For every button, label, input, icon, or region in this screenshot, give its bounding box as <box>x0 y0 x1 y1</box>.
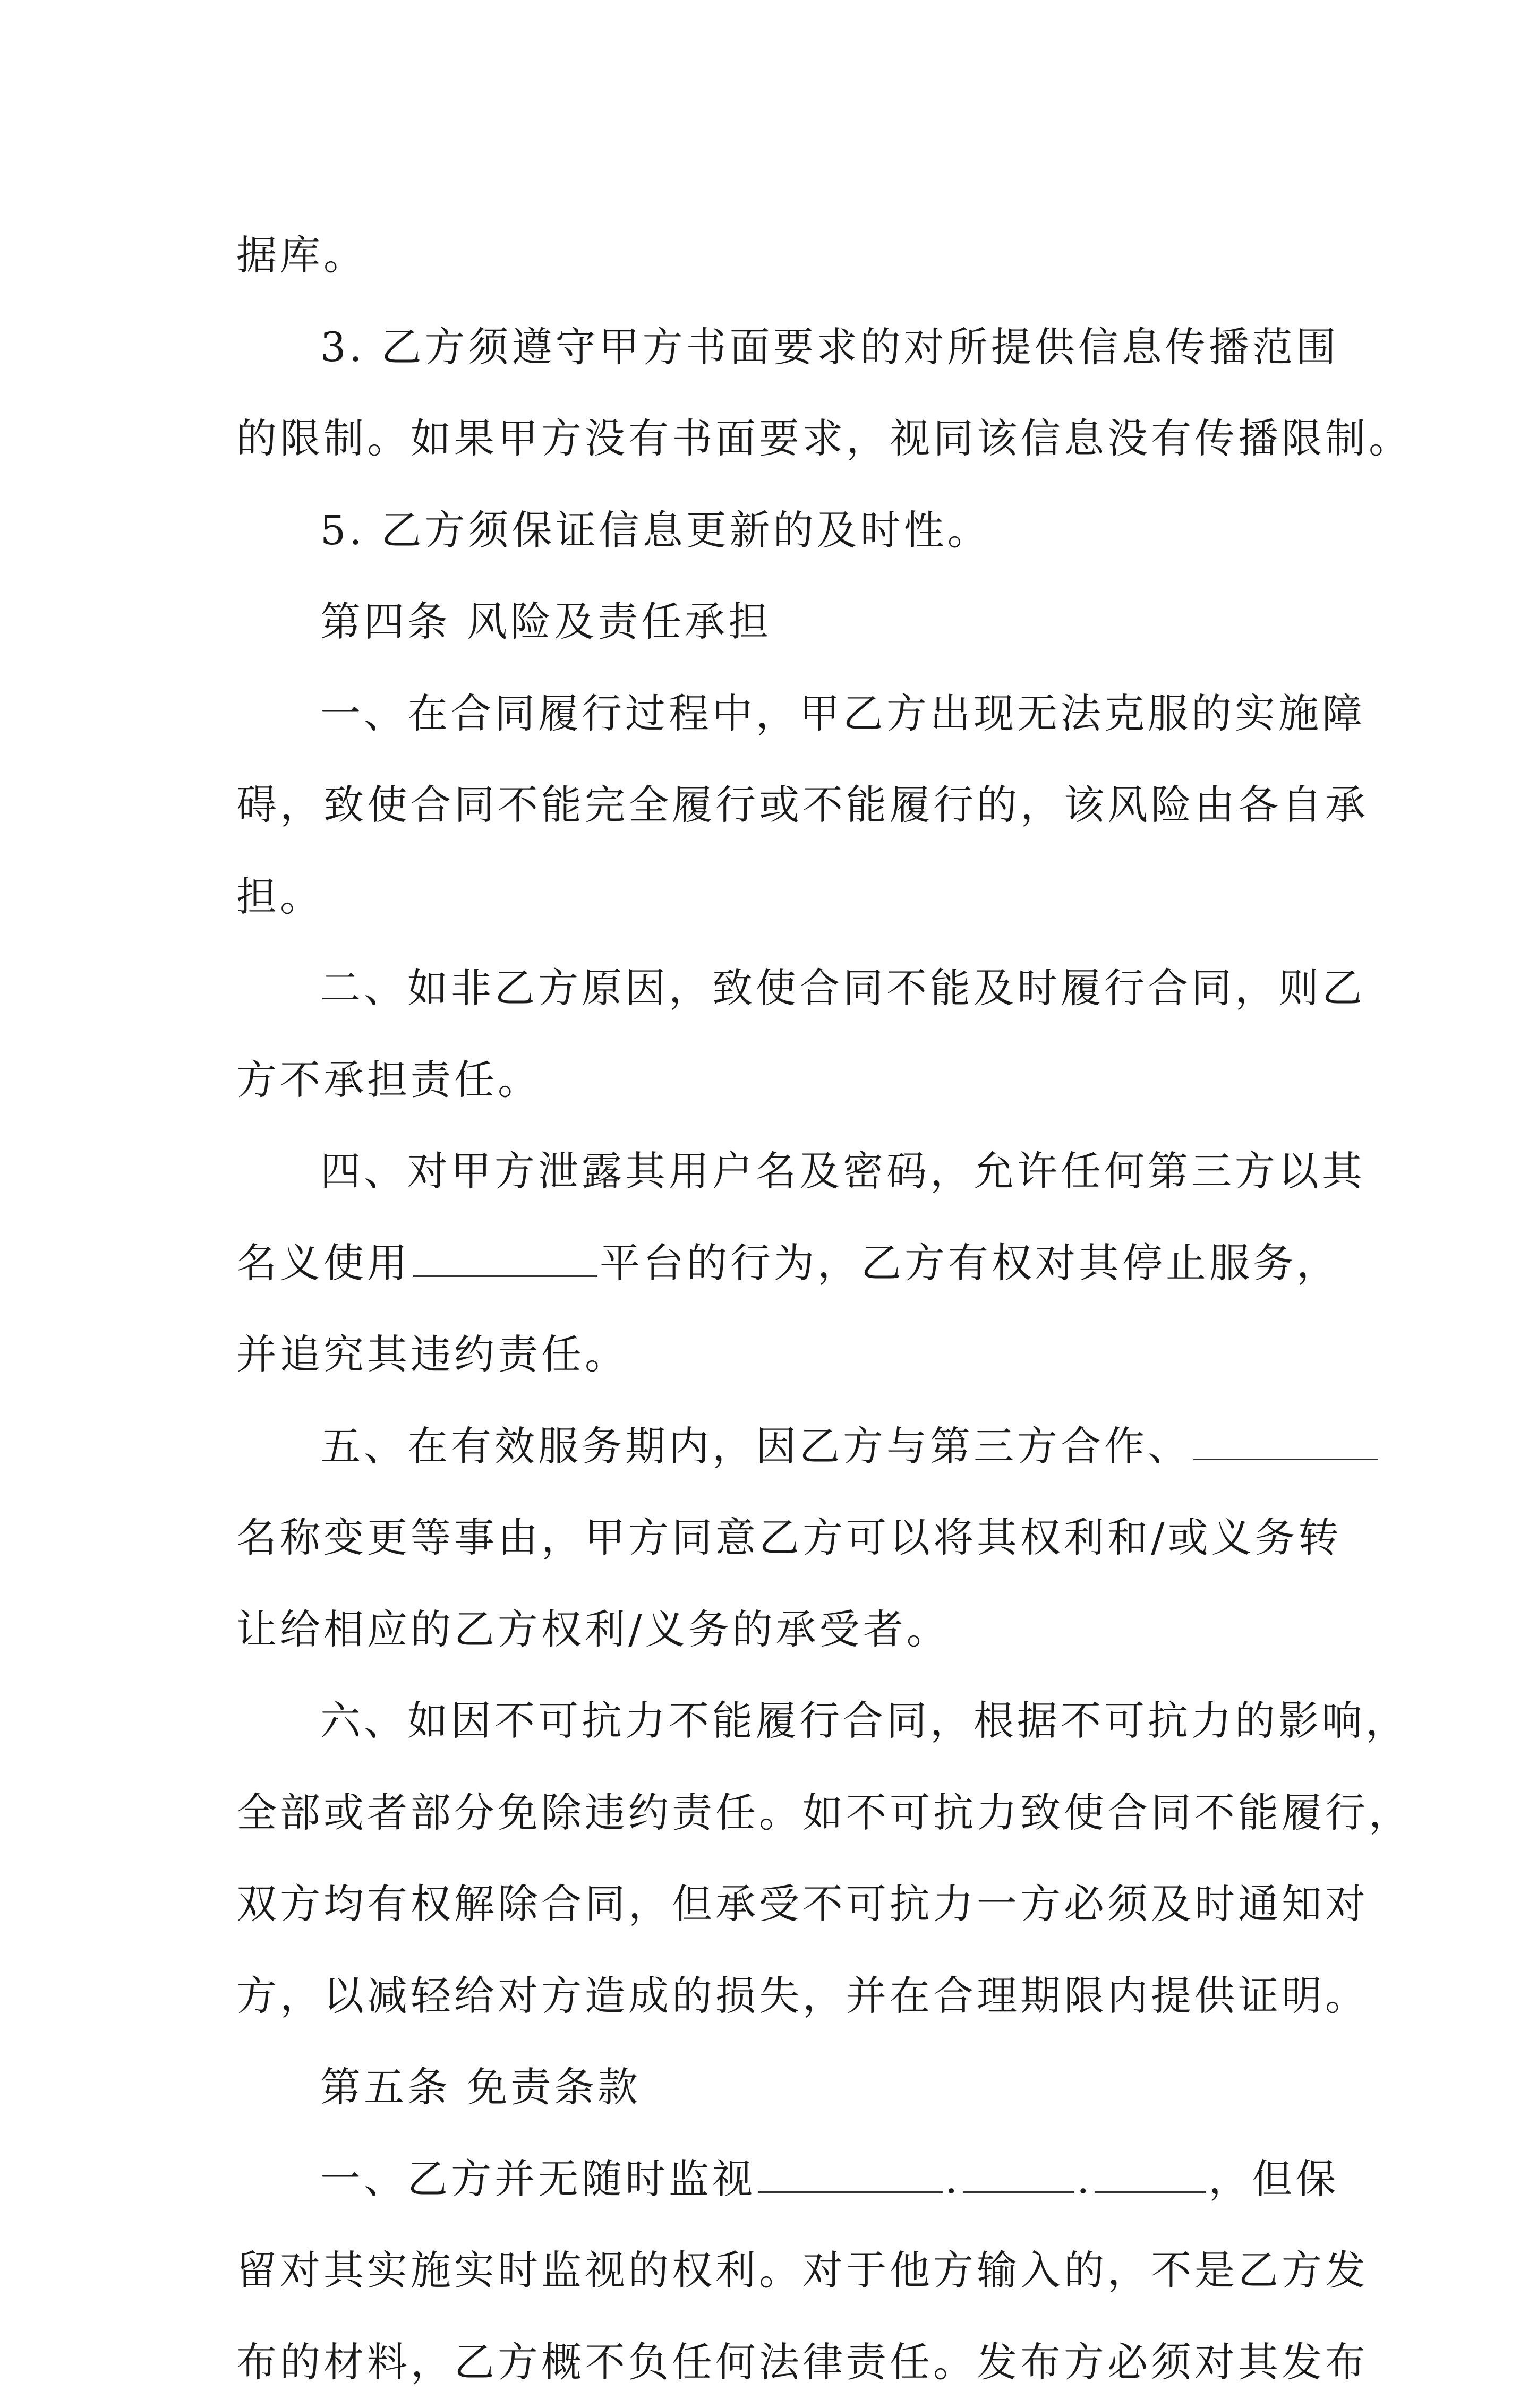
text-segment: . <box>945 2155 961 2203</box>
paragraph-line: 担。 <box>236 851 1314 943</box>
clause-3-line: 3. 乙方须遵守甲方书面要求的对所提供信息传播范围 <box>236 302 1314 393</box>
paragraph-line: 一、在合同履行过程中，甲乙方出现无法克服的实施障 <box>236 668 1314 760</box>
paragraph-line: 名称变更等事由，甲方同意乙方可以将其权利和/或义务转 <box>236 1492 1314 1584</box>
text-segment: 平台的行为，乙方有权对其停止服务， <box>600 1239 1340 1287</box>
paragraph-line: 全部或者部分免除违约责任。如不可抗力致使合同不能履行， <box>236 1767 1314 1859</box>
paragraph-line: 四、对甲方泄露其用户名及密码，允许任何第三方以其 <box>236 1126 1314 1218</box>
paragraph-line: 据库。 <box>236 210 1314 302</box>
paragraph-line: 让给相应的乙方权利/义务的承受者。 <box>236 1584 1314 1676</box>
paragraph-line: 二、如非乙方原因，致使合同不能及时履行合同，则乙 <box>236 942 1314 1034</box>
paragraph-line: 六、如因不可抗力不能履行合同，根据不可抗力的影响， <box>236 1675 1314 1767</box>
clause-5-line: 5. 乙方须保证信息更新的及时性。 <box>236 485 1314 577</box>
paragraph-line: 双方均有权解除合同，但承受不可抗力一方必须及时通知对 <box>236 1858 1314 1950</box>
text-segment: 名义使用 <box>236 1239 411 1287</box>
paragraph-line <box>236 2133 1314 2225</box>
paragraph-line <box>236 1218 1314 1309</box>
text-segment: . <box>1077 2155 1092 2203</box>
fill-in-blank <box>758 2162 943 2193</box>
text-segment: 五、在有效服务期内，因乙方与第三方合作、 <box>320 1422 1191 1470</box>
fill-in-blank <box>1095 2162 1206 2193</box>
paragraph-line: 方不承担责任。 <box>236 1034 1314 1126</box>
text-segment: 一、乙方并无随时监视 <box>320 2155 756 2203</box>
paragraph-line: 碍，致使合同不能完全履行或不能履行的，该风险由各自承 <box>236 759 1314 851</box>
document-page <box>236 210 1314 2408</box>
text-segment: ，但保 <box>1208 2155 1339 2203</box>
paragraph-line: 留对其实施实时监视的权利。对于他方输入的，不是乙方发 <box>236 2225 1314 2317</box>
paragraph-line: 并追究其违约责任。 <box>236 1309 1314 1401</box>
paragraph-line: 布的材料，乙方概不负任何法律责任。发布方必须对其发布 <box>236 2317 1314 2408</box>
paragraph-line: 的限制。如果甲方没有书面要求，视同该信息没有传播限制。 <box>236 393 1314 485</box>
article-5-heading: 第五条 免责条款 <box>236 2042 1314 2133</box>
paragraph-line <box>236 1401 1314 1493</box>
fill-in-blank <box>1193 1429 1378 1460</box>
article-4-heading: 第四条 风险及责任承担 <box>236 576 1314 668</box>
paragraph-line: 方，以减轻给对方造成的损失，并在合理期限内提供证明。 <box>236 1950 1314 2042</box>
platform-name-blank <box>413 1246 597 1277</box>
fill-in-blank <box>963 2162 1074 2193</box>
